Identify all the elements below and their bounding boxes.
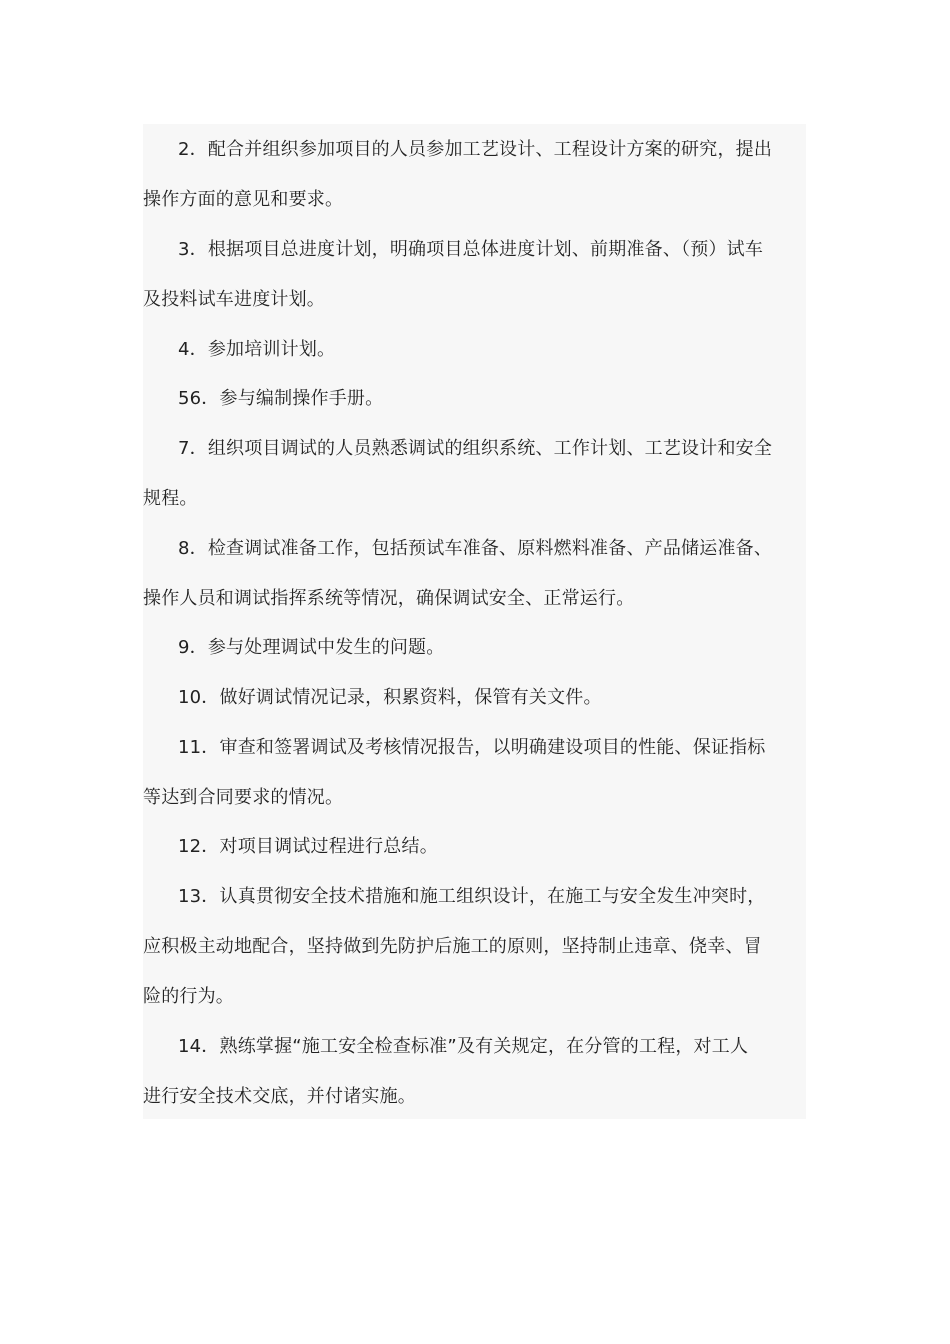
item-14-line-1: 14．熟练掌握“施工安全检查标准”及有关规定，在分管的工程，对工人 bbox=[178, 1036, 749, 1057]
item-8-line-2: 操作人员和调试指挥系统等情况，确保调试安全、正常运行。 bbox=[143, 588, 635, 609]
item-9-line-1: 9．参与处理调试中发生的问题。 bbox=[178, 637, 445, 658]
item-12-line-1: 12．对项目调试过程进行总结。 bbox=[178, 836, 438, 857]
item-13-line-1: 13．认真贯彻安全技术措施和施工组织设计，在施工与安全发生冲突时， bbox=[178, 886, 766, 907]
item-56-line-1: 56．参与编制操作手册。 bbox=[178, 388, 384, 409]
document-content-block bbox=[143, 124, 806, 1119]
item-4-line-1: 4．参加培训计划。 bbox=[178, 339, 336, 360]
item-3-line-2: 及投料试车进度计划。 bbox=[143, 289, 325, 310]
item-2-line-2: 操作方面的意见和要求。 bbox=[143, 189, 344, 210]
item-7-line-2: 规程。 bbox=[143, 488, 198, 509]
item-11-line-2: 等达到合同要求的情况。 bbox=[143, 787, 344, 808]
item-11-line-1: 11．审查和签署调试及考核情况报告，以明确建设项目的性能、保证指标 bbox=[178, 737, 766, 758]
item-13-line-2: 应积极主动地配合，坚持做到先防护后施工的原则，坚持制止违章、侥幸、冒 bbox=[143, 936, 762, 957]
item-2-line-1: 2．配合并组织参加项目的人员参加工艺设计、工程设计方案的研究，提出 bbox=[178, 139, 773, 160]
item-7-line-1: 7．组织项目调试的人员熟悉调试的组织系统、工作计划、工艺设计和安全 bbox=[178, 438, 773, 459]
item-8-line-1: 8．检查调试准备工作，包括预试车准备、原料燃料准备、产品储运准备、 bbox=[178, 538, 773, 559]
item-14-line-2: 进行安全技术交底，并付诸实施。 bbox=[143, 1086, 416, 1107]
item-3-line-1: 3．根据项目总进度计划，明确项目总体进度计划、前期准备、（预）试车 bbox=[178, 239, 764, 260]
item-10-line-1: 10．做好调试情况记录，积累资料，保管有关文件。 bbox=[178, 687, 602, 708]
item-13-line-3: 险的行为。 bbox=[143, 986, 234, 1007]
